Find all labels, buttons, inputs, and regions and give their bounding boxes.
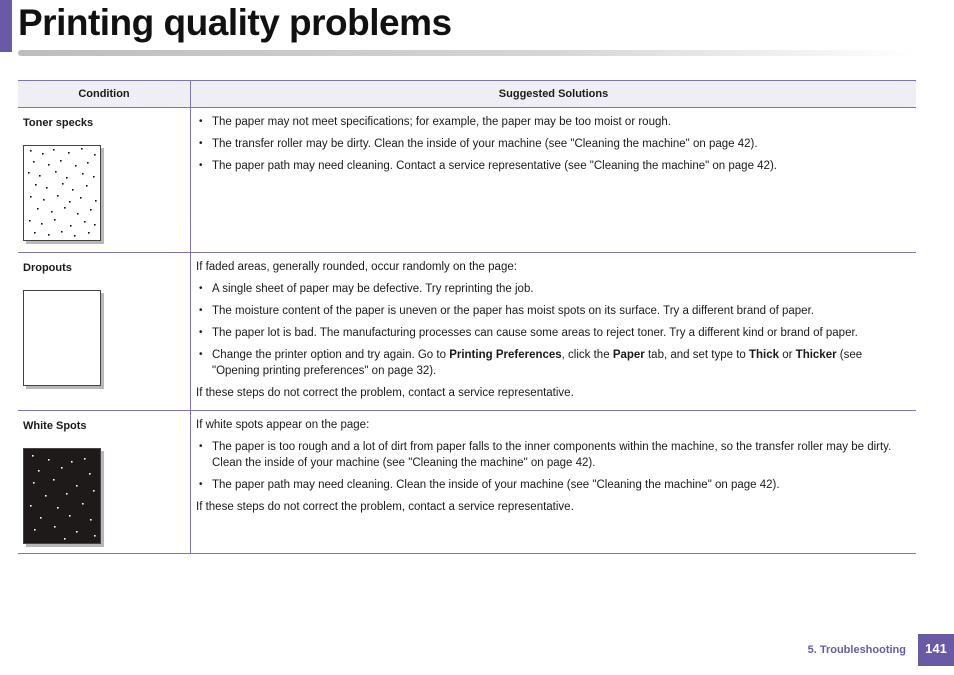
thicker-term: Thicker (795, 349, 837, 361)
text-run: or (779, 349, 796, 361)
solutions-cell (191, 253, 917, 411)
list-item (196, 347, 911, 379)
text-run: Change the printer option and try again. Go to (212, 349, 450, 361)
title-underline (18, 50, 916, 56)
list-item: • The paper path may need cleaning. Clean the inside of your machine (see "Cleaning the machine" on page 42). (196, 477, 911, 493)
list-item: • The transfer roller may be dirty. Clean the inside of your machine (see "Cleaning the machine" on page 42). (196, 136, 911, 152)
paper-tab-term: Paper (612, 349, 645, 361)
table-row (18, 411, 916, 554)
solution-outro: If these steps do not correct the problem, contact a service representative. (196, 387, 574, 399)
text-run: (see "Opening printing preferences" on page 32). (212, 349, 863, 377)
condition-label: Dropouts (23, 262, 72, 274)
table-row (18, 108, 916, 253)
list-item: • The paper path may need cleaning. Contact a service representative (see "Cleaning the machine" on page 42). (196, 158, 911, 174)
solution-list (196, 114, 911, 174)
table-row (18, 253, 916, 411)
list-item: • The paper is too rough and a lot of dirt from paper falls to the inner components within the machine, so the transfer roller may be dirty. Clean the inside of your machine (see "Cleaning the machine" on page 42). (196, 439, 911, 471)
list-item: • The paper lot is bad. The manufacturing processes can cause some areas to reject toner. Try a different kind or brand of paper. (196, 325, 911, 341)
solution-list (196, 439, 911, 493)
condition-label: White Spots (23, 420, 87, 432)
page-title: Printing quality problems (18, 2, 452, 43)
toner-specks-sample-image (23, 145, 101, 241)
text-run: tab, and set type to (644, 349, 749, 361)
problems-table (18, 80, 916, 554)
thick-term: Thick (749, 349, 780, 361)
list-item: • The paper may not meet specifications; for example, the paper may be too moist or rough. (196, 114, 911, 130)
condition-cell (18, 108, 191, 253)
solutions-cell (191, 411, 917, 554)
solution-outro: If these steps do not correct the problem, contact a service representative. (196, 501, 574, 513)
dropouts-sample-image (23, 290, 101, 386)
condition-cell (18, 253, 191, 411)
header-solutions: Suggested Solutions (191, 81, 917, 108)
list-item: • The moisture content of the paper is uneven or the paper has moist spots on its surface. Try a different brand of paper. (196, 303, 911, 319)
page-number-badge: 141 (918, 634, 954, 666)
printing-preferences-term: Printing Preferences (449, 349, 562, 361)
condition-label: Toner specks (23, 117, 94, 129)
solution-intro: If white spots appear on the page: (196, 419, 370, 431)
white-spots-sample-image (23, 448, 101, 544)
title-accent-bar (0, 0, 12, 52)
solution-intro: If faded areas, generally rounded, occur randomly on the page: (196, 261, 517, 273)
footer-section-label: 5. Troubleshooting (807, 644, 906, 656)
text-run: , click the (561, 349, 613, 361)
condition-cell (18, 411, 191, 554)
table-header-row (18, 81, 916, 108)
solutions-cell (191, 108, 917, 253)
white-spots-dots (24, 449, 100, 543)
solution-list (196, 281, 911, 379)
toner-specks-dots (24, 146, 100, 240)
list-item: • A single sheet of paper may be defective. Try reprinting the job. (196, 281, 911, 297)
header-condition: Condition (18, 81, 191, 108)
